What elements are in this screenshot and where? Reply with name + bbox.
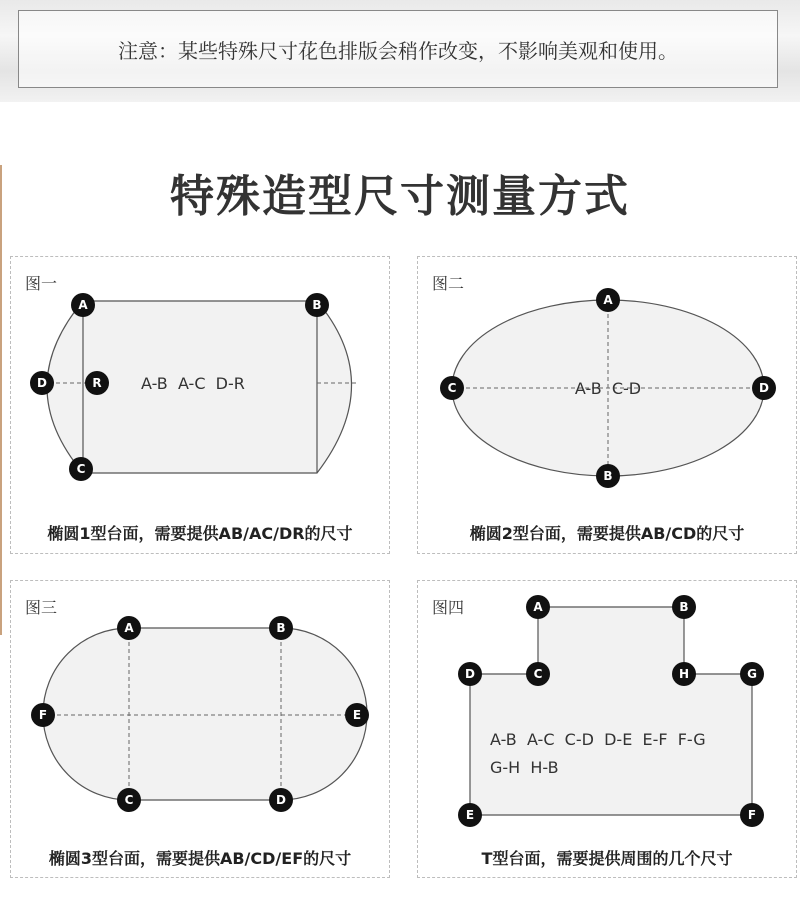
figure-1-dims: A-B A-C D-R xyxy=(141,374,245,393)
figure-3-diagram xyxy=(11,581,391,879)
node-label: B xyxy=(276,621,286,635)
node-c xyxy=(117,788,141,812)
node-a xyxy=(117,616,141,640)
figure-1-label: 图一 xyxy=(25,274,58,293)
node-label: R xyxy=(92,376,102,390)
node-label: A xyxy=(124,621,134,635)
figure-4-panel xyxy=(417,580,797,878)
node-e xyxy=(458,803,482,827)
node-b xyxy=(672,595,696,619)
node-label: D xyxy=(465,667,475,681)
node-d xyxy=(269,788,293,812)
node-label: B xyxy=(312,298,322,312)
node-f xyxy=(740,803,764,827)
node-r xyxy=(85,371,109,395)
figure-3-panel xyxy=(10,580,390,878)
decorative-rule xyxy=(0,165,2,635)
node-a xyxy=(596,288,620,312)
node-d xyxy=(752,376,776,400)
node-label: A xyxy=(603,293,613,307)
node-c xyxy=(69,457,93,481)
figure-3-label: 图三 xyxy=(25,598,58,617)
page-title: 特殊造型尺寸测量方式 xyxy=(170,171,630,222)
node-label: F xyxy=(38,708,48,722)
figure-4-outline xyxy=(470,607,752,815)
node-e xyxy=(345,703,369,727)
node-label: D xyxy=(37,376,47,390)
node-b xyxy=(305,293,329,317)
node-label: G xyxy=(747,667,757,681)
figure-4-label: 图四 xyxy=(432,598,465,617)
node-label: F xyxy=(747,808,757,822)
node-label: C xyxy=(533,667,543,681)
node-b xyxy=(596,464,620,488)
figure-2-diagram xyxy=(418,257,798,555)
figure-4-dims-line1: A-B A-C C-D D-E E-F F-G xyxy=(490,730,706,749)
node-f xyxy=(31,703,55,727)
figure-2-label: 图二 xyxy=(432,274,465,293)
figure-2-caption: 椭圆2型台面，需要提供AB/CD的尺寸 xyxy=(469,524,745,543)
node-label: A xyxy=(533,600,543,614)
figure-4-dims-line2: G-H H-B xyxy=(490,758,559,777)
node-h xyxy=(672,662,696,686)
node-label: C xyxy=(447,381,457,395)
figure-1-diagram xyxy=(11,257,391,555)
node-d xyxy=(458,662,482,686)
figure-3-outline xyxy=(43,628,367,800)
node-label: C xyxy=(124,793,134,807)
node-label: E xyxy=(465,808,475,822)
node-label: D xyxy=(276,793,286,807)
figure-2-panel xyxy=(417,256,797,554)
figure-4-diagram xyxy=(418,581,798,879)
node-label: E xyxy=(352,708,362,722)
node-label: B xyxy=(679,600,689,614)
node-label: B xyxy=(603,469,613,483)
node-label: A xyxy=(78,298,88,312)
node-c xyxy=(526,662,550,686)
node-b xyxy=(269,616,293,640)
figure-4-caption: T型台面，需要提供周围的几个尺寸 xyxy=(481,849,733,868)
node-label: D xyxy=(759,381,769,395)
notice-banner xyxy=(18,10,778,88)
figure-1-panel xyxy=(10,256,390,554)
notice-text: 注意：某些特殊尺寸花色排版会稍作改变，不影响美观和使用。 xyxy=(118,38,678,63)
node-label: H xyxy=(678,667,690,681)
node-a xyxy=(71,293,95,317)
node-d xyxy=(30,371,54,395)
node-label: C xyxy=(76,462,86,476)
figure-2-dims: A-B C-D xyxy=(574,379,642,398)
figure-3-caption: 椭圆3型台面，需要提供AB/CD/EF的尺寸 xyxy=(48,849,352,868)
node-c xyxy=(440,376,464,400)
figure-1-caption: 椭圆1型台面，需要提供AB/AC/DR的尺寸 xyxy=(47,524,353,543)
node-a xyxy=(526,595,550,619)
node-g xyxy=(740,662,764,686)
